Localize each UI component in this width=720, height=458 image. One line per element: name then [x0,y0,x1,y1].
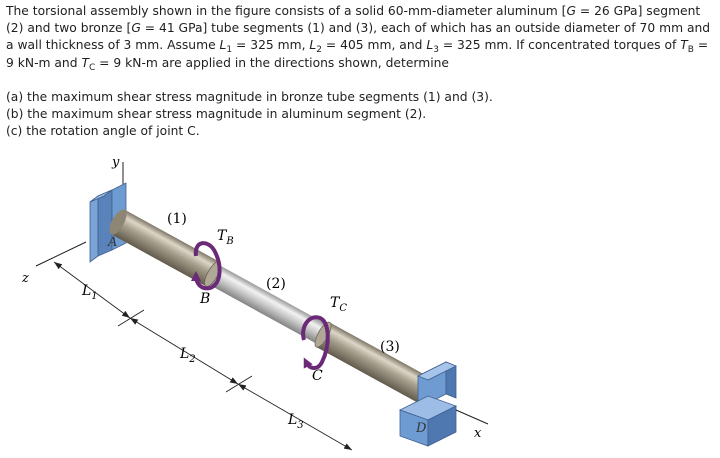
y-axis-label: y [112,155,120,170]
intro-text: = 325 mm, [232,38,310,53]
part-c: (c) the rotation angle of joint C. [6,124,200,139]
intro-text: = 9 [6,38,709,70]
label-joint-c: C [312,368,323,384]
label-segment-3: (3) [380,339,400,355]
symbol-l3-sub: 3 [433,45,439,56]
intro-text: = 26 GPa] segment (2) [6,4,701,36]
intro-text: = 9 kN-m are applied in the directions shown, determine [95,55,449,70]
label-segment-2: (2) [266,276,286,292]
intro-text: = 325 mm. If concentrated torques of [438,38,681,53]
intro-text: and two bronze [ [27,21,132,36]
bronze-tube-segment-1 [111,210,219,287]
intro-text: The torsional assembly shown in the figure consists of a solid 60-mm-diameter aluminum [ [6,4,567,18]
label-d: D [416,421,427,436]
symbol-l1-sub: 1 [226,45,233,56]
z-axis-label: z [22,271,29,286]
part-a: (a) the maximum shear stress magnitude in bronze tube segments (1) and (3). [6,89,493,104]
x-axis-line [456,410,488,424]
symbol-l2-sub: 2 [316,45,323,56]
z-axis-line [36,242,86,266]
label-torque-tc: $T_C$ [330,295,347,314]
intro-text: wall thickness of 3 mm. Assume [17,38,220,53]
symbol-tb-sub: B [687,45,694,56]
part-b: (b) the maximum shear stress magnitude in aluminum segment (2). [6,107,427,122]
symbol-g: G [566,4,576,18]
symbol-l2: L [309,38,317,53]
symbol-l3: L [426,38,434,53]
label-l1: $L_1$ [82,283,98,302]
label-segment-1: (1) [167,211,187,227]
symbol-tc-sub: C [88,62,96,73]
label-l2: $L_2$ [180,346,196,365]
x-axis-label: x [474,426,482,441]
intro-text: = 405 mm, and [322,38,427,53]
symbol-tc: T [81,55,89,70]
symbol-tb: T [680,38,688,53]
intro-text: kN-m and [17,55,82,70]
dim-l1-line [54,262,130,318]
label-torque-tb: $T_B$ [217,228,234,247]
bronze-tube-segment-3 [316,322,435,404]
symbol-g: G [131,21,141,36]
label-joint-b: B [200,291,211,307]
shaft [106,207,435,405]
label-l3: $L_3$ [288,412,304,431]
symbol-l1: L [219,38,227,53]
intro-text: = 41 GPa] tube segments (1) and (3), each of which has an outside diameter of 70 mm and a [6,21,711,53]
label-a: A [108,235,118,250]
